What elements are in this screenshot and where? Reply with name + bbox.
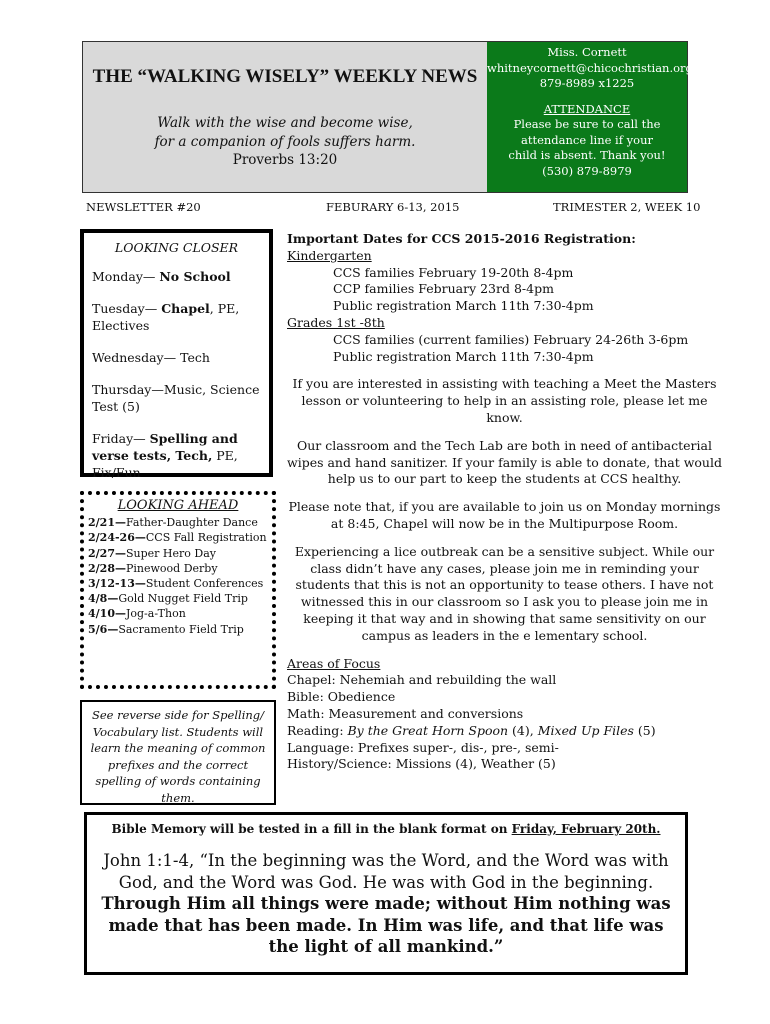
list-item	[88, 606, 268, 621]
event-name: Father-Daughter Dance	[125, 516, 258, 530]
lice-paragraph: Experiencing a lice outbreak can be a sensitive subject. While our class didn’t have any cases, please join me in reminding your students that this is not an opportunity to tease others. I have not witnessed this in our classroom so I ask you to please join me in keeping it that way and in showing that same sensitivity on our campus as leaders in the e lementary school.	[294, 543, 715, 643]
newsletter-header	[82, 41, 693, 193]
list-item	[88, 515, 268, 530]
memory-verse	[87, 850, 685, 958]
event-date: 4/10—	[88, 607, 126, 621]
focus-reading	[287, 723, 722, 740]
newsletter-dates: FEBURARY 6-13, 2015	[326, 200, 460, 214]
focus-language: Language: Prefixes super-, dis-, pre-, semi-	[287, 739, 559, 755]
reading-count: (4),	[508, 722, 538, 738]
focus-math: Math: Measurement and conversions	[287, 705, 524, 721]
reading-label: Reading:	[287, 722, 348, 738]
motto	[83, 114, 487, 152]
list-item	[88, 530, 268, 545]
day-label: Friday—	[92, 431, 150, 446]
event-date: 2/27—	[88, 546, 126, 560]
schedule-wednesday: Wednesday— Tech	[92, 350, 210, 365]
day-label: Tuesday—	[92, 301, 162, 316]
trimester-week: TRIMESTER 2, WEEK 10	[553, 200, 701, 214]
wipes-paragraph: Our classroom and the Tech Lab are both in need of antibacterial wipes and hand sanitizer. If your family is able to donate, that would help us to our part to keep the students at CCS healthy.	[287, 437, 722, 487]
teacher-name: Miss. Cornett	[547, 45, 627, 59]
schedule-tuesday	[92, 300, 261, 334]
event-name: Student Conferences	[145, 577, 264, 591]
book-title: Mixed Up Files	[537, 722, 634, 738]
schedule-friday	[92, 430, 261, 481]
event-name: CCS Fall Registration	[145, 531, 267, 545]
kindergarten-date: CCS families February 19-20th 8-4pm	[333, 264, 574, 280]
event-date: 2/21—	[88, 516, 126, 530]
tuesday-rest: , PE, Electives	[92, 301, 240, 333]
event-name: Sacramento Field Trip	[118, 622, 244, 636]
list-item	[88, 546, 268, 561]
kindergarten-date: Public registration March 11th 7:30-4pm	[333, 298, 594, 314]
focus-bible: Bible: Obedience	[287, 689, 396, 705]
grades-date: CCS families (current families) February 24-26th 3-6pm	[333, 331, 689, 347]
friday-rest: PE, Fix/Fun	[92, 448, 238, 480]
attendance-line-1: Please be sure to call the	[513, 117, 661, 131]
event-name: Jog-a-Thon	[125, 607, 186, 621]
day-label: Monday—	[92, 269, 160, 284]
list-item	[88, 622, 268, 637]
event-date: 5/6—	[88, 622, 119, 636]
looking-ahead-heading: LOOKING AHEAD	[117, 498, 239, 513]
list-item	[88, 576, 268, 591]
verse-text: John 1:1-4, “In the beginning was the Word, and the Word was with God, and the Word was God. He was with God in the beginning.	[103, 851, 669, 892]
event-date: 3/12-13—	[88, 577, 146, 591]
contact-panel	[487, 42, 693, 192]
event-date: 4/8—	[88, 592, 119, 606]
newsletter-title: THE “WALKING WISELY” WEEKLY NEWS	[92, 66, 478, 87]
book-title: By the Great Horn Spoon	[347, 722, 509, 738]
grades-date: Public registration March 11th 7:30-4pm	[333, 348, 594, 364]
looking-ahead-box	[80, 491, 276, 689]
monday-chapel-paragraph: Please note that, if you are available to join us on Monday mornings at 8:45, Chapel will now be in the Multipurpose Room.	[288, 499, 721, 531]
focus-chapel: Chapel: Nehemiah and rebuilding the wall	[287, 672, 557, 688]
attendance-line-2: attendance line if your	[521, 132, 653, 147]
event-date: 2/24-26—	[88, 531, 146, 545]
focus-heading: Areas of Focus	[287, 655, 381, 671]
attendance-line-3: child is absent. Thank you!	[508, 148, 666, 162]
masters-paragraph: If you are interested in assisting with teaching a Meet the Masters lesson or volunteering to help in an assisting role, please let me know.	[292, 376, 717, 425]
event-name: Pinewood Derby	[125, 561, 218, 575]
header-title-panel	[83, 42, 487, 192]
main-column	[287, 231, 722, 773]
teacher-email[interactable]: whitneycornett@chicochristian.org	[487, 60, 693, 75]
looking-closer-heading: LOOKING CLOSER	[114, 240, 239, 255]
list-item	[88, 561, 268, 576]
event-name: Super Hero Day	[125, 546, 216, 560]
motto-line-1: Walk with the wise and become wise,	[157, 115, 413, 131]
kindergarten-date: CCP families February 23rd 8-4pm	[333, 281, 554, 297]
list-item	[88, 591, 268, 606]
attendance-heading: ATTENDANCE	[543, 101, 631, 116]
notice-text: Bible Memory will be tested in a fill in the blank format on	[111, 822, 512, 836]
looking-closer-box	[80, 229, 273, 480]
schedule-monday	[92, 268, 261, 285]
schedule-thursday: Thursday—Music, Science Test (5)	[92, 382, 260, 414]
bible-memory-notice	[87, 822, 685, 836]
newsletter-number: NEWSLETTER #20	[86, 200, 201, 214]
attendance-phone: (530) 879-8979	[542, 163, 632, 178]
grades-label: Grades 1st -8th	[287, 314, 385, 330]
event-date: 2/28—	[88, 561, 126, 575]
registration-heading: Important Dates for CCS 2015-2016 Registration:	[287, 231, 636, 246]
teacher-phone: 879-8989 x1225	[539, 76, 635, 90]
scripture-reference: Proverbs 13:20	[232, 152, 338, 168]
reading-count: (5)	[633, 722, 656, 738]
verse-bold-text: Through Him all things were made; without Him nothing was made that has been made. In Him was life, and that life was the light of all mankind.”	[101, 894, 671, 956]
kindergarten-label: Kindergarten	[287, 247, 372, 263]
spelling-note: See reverse side for Spelling/ Vocabulary list. Students will learn the meaning of common prefixes and the correct spelling of words containing them.	[80, 700, 276, 805]
friday-highlight: Spelling and verse tests, Tech,	[92, 431, 238, 463]
bible-memory-box	[84, 812, 688, 975]
event-name: Gold Nugget Field Trip	[118, 592, 248, 606]
monday-highlight: No School	[159, 269, 231, 284]
focus-history: History/Science: Missions (4), Weather (5)	[287, 756, 556, 772]
tuesday-highlight: Chapel	[161, 301, 210, 316]
motto-line-2: for a companion of fools suffers harm.	[154, 134, 416, 150]
test-date: Friday, February 20th.	[511, 822, 661, 836]
